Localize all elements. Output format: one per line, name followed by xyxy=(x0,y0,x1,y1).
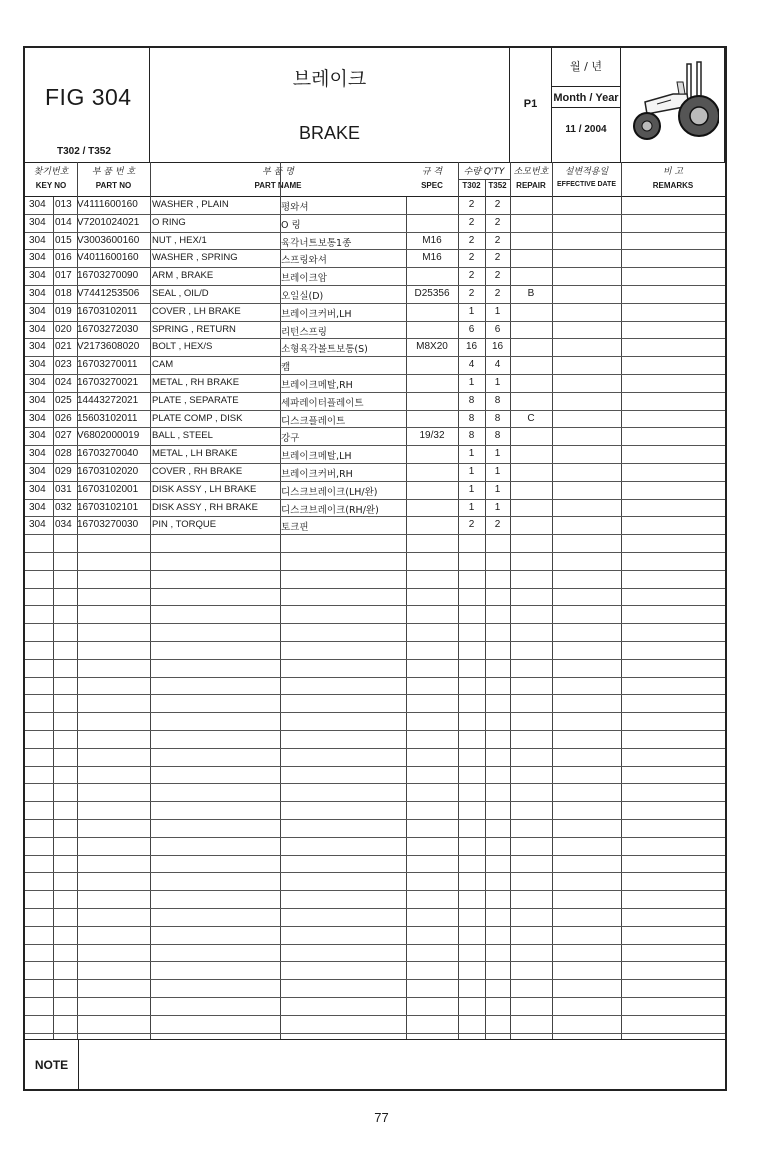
cell-ko: 브레이크커버,RH xyxy=(281,469,353,480)
cell-k1: 304 xyxy=(29,519,46,531)
table-row xyxy=(25,553,725,571)
cell-q1: 1 xyxy=(468,466,475,477)
cell-spec: D25356 xyxy=(414,288,450,299)
cell-q2: 1 xyxy=(494,377,501,388)
table-row xyxy=(25,411,725,429)
cell-k1: 304 xyxy=(29,216,46,228)
cell-spec: 19/32 xyxy=(419,430,445,442)
table-row xyxy=(25,695,725,713)
cell-q2: 8 xyxy=(494,394,501,406)
month-year-english: Month / Year xyxy=(552,86,620,108)
cell-q2: 1 xyxy=(494,466,501,477)
cell-q2: 2 xyxy=(494,199,501,210)
table-row xyxy=(25,428,725,446)
cell-q1: 1 xyxy=(468,305,475,317)
cell-part: 16703102011 xyxy=(77,305,138,317)
cell-q2: 16 xyxy=(491,341,504,353)
cell-q2: 2 xyxy=(494,270,501,282)
cell-k1: 304 xyxy=(29,430,46,442)
table-row xyxy=(25,606,725,624)
col-effective-date xyxy=(552,162,621,196)
cell-q2: 4 xyxy=(494,359,501,371)
cell-k2: 027 xyxy=(55,430,72,442)
table-row xyxy=(25,624,725,642)
cell-name: ARM , BRAKE xyxy=(152,270,214,282)
cell-name: NUT , HEX/1 xyxy=(152,234,207,246)
cell-ko: 강구 xyxy=(281,433,300,445)
cell-k1: 304 xyxy=(29,448,46,460)
cell-ko: 리턴스프링 xyxy=(281,326,327,338)
cell-name: METAL , RH BRAKE xyxy=(152,377,240,388)
cell-q1: 16 xyxy=(465,341,478,353)
table-row xyxy=(25,286,725,304)
cell-q1: 2 xyxy=(468,270,475,282)
table-row xyxy=(25,339,725,357)
table-row xyxy=(25,873,725,891)
cell-k2: 028 xyxy=(55,448,72,460)
cell-ko: 평와셔 xyxy=(281,202,309,213)
table-row xyxy=(25,731,725,749)
page-cell xyxy=(510,48,552,162)
model-label: T302 / T352 xyxy=(57,146,111,157)
cell-part: V4111600160 xyxy=(77,199,138,210)
cell-part: 16703270021 xyxy=(77,377,139,388)
table-row xyxy=(25,962,725,980)
cell-k2: 032 xyxy=(55,501,72,513)
cell-name: PIN , TORQUE xyxy=(152,519,217,531)
tractor-picture-cell xyxy=(621,48,725,162)
cell-ko: 오일실(D) xyxy=(281,291,324,302)
cell-ko: 스프링와셔 xyxy=(281,255,327,267)
cell-q1: 1 xyxy=(468,448,475,460)
col-part-name xyxy=(150,162,406,196)
cell-q1: 4 xyxy=(468,359,475,371)
cell-ko: 브레이크암 xyxy=(281,273,327,285)
cell-part: 16703102020 xyxy=(77,466,139,477)
table-row xyxy=(25,215,725,233)
table-row xyxy=(25,517,725,535)
cell-spec: M8X20 xyxy=(416,341,448,353)
table-row xyxy=(25,678,725,696)
cell-k1: 304 xyxy=(29,199,46,210)
col-key-no xyxy=(25,162,77,196)
table-row xyxy=(25,909,725,927)
col-remarks-en: REMARKS xyxy=(652,181,694,190)
cell-q1: 1 xyxy=(468,483,475,495)
table-row xyxy=(25,464,725,482)
cell-q1: 6 xyxy=(468,323,475,335)
col-qty-ko: 수량 xyxy=(463,167,481,177)
table-row xyxy=(25,589,725,607)
table-row xyxy=(25,820,725,838)
cell-spec: M16 xyxy=(422,234,442,246)
cell-name: DISK ASSY , RH BRAKE xyxy=(152,501,258,513)
col-qty-t352-label: T352 xyxy=(488,181,507,190)
table-row xyxy=(25,802,725,820)
cell-k1: 304 xyxy=(29,288,46,299)
cell-k1: 304 xyxy=(29,377,46,388)
cell-part: V2173608020 xyxy=(77,341,140,353)
table-row xyxy=(25,446,725,464)
table-row xyxy=(25,838,725,856)
cell-q2: 8 xyxy=(494,412,501,424)
page-code: P1 xyxy=(523,98,538,110)
cell-part: 16703270090 xyxy=(77,270,139,282)
cell-name: BALL , STEEL xyxy=(152,430,213,442)
cell-name: COVER , LH BRAKE xyxy=(152,305,241,317)
cell-ko: O 링 xyxy=(281,219,301,231)
cell-k1: 304 xyxy=(29,501,46,513)
cell-k2: 018 xyxy=(55,288,72,299)
cell-q1: 8 xyxy=(468,394,475,406)
cell-k2: 026 xyxy=(55,412,72,424)
cell-ko: 디스크플레이트 xyxy=(281,415,346,427)
table-row xyxy=(25,304,725,322)
cell-k2: 034 xyxy=(55,519,72,531)
col-remarks xyxy=(621,162,725,196)
cell-ko: 디스크브레이크(LH/완) xyxy=(281,486,378,498)
cell-q1: 2 xyxy=(468,288,475,299)
cell-q1: 2 xyxy=(468,252,475,264)
table-row xyxy=(25,535,725,553)
title-english: BRAKE xyxy=(298,123,361,143)
table-row xyxy=(25,891,725,909)
cell-k1: 304 xyxy=(29,394,46,406)
table-row xyxy=(25,749,725,767)
col-remarks-ko: 비 고 xyxy=(662,167,684,177)
table-row xyxy=(25,268,725,286)
col-repair-ko: 소모번호 xyxy=(513,167,549,177)
cell-part: V3003600160 xyxy=(77,234,140,246)
table-row xyxy=(25,642,725,660)
cell-q2: 6 xyxy=(494,323,501,335)
fig-number: FIG 304 xyxy=(45,84,132,110)
cell-name: SEAL , OIL/D xyxy=(152,288,209,299)
cell-k2: 016 xyxy=(55,252,72,264)
cell-q1: 2 xyxy=(468,199,475,210)
tractor-icon xyxy=(627,54,719,142)
cell-name: CAM xyxy=(152,359,174,371)
cell-k1: 304 xyxy=(29,483,46,495)
col-part-no-ko: 부 품 번 호 xyxy=(91,167,136,177)
table-row xyxy=(25,250,725,268)
cell-k2: 023 xyxy=(55,359,72,371)
col-key-no-en: KEY NO xyxy=(35,181,67,190)
cell-k1: 304 xyxy=(29,359,46,371)
cell-q2: 2 xyxy=(494,288,501,299)
title-cell xyxy=(150,48,510,162)
cell-q1: 1 xyxy=(468,377,475,388)
cell-spec: M16 xyxy=(422,252,442,264)
cell-q2: 2 xyxy=(494,252,501,264)
col-part-no-en: PART NO xyxy=(95,181,132,190)
col-spec xyxy=(406,162,458,196)
table-row xyxy=(25,660,725,678)
cell-k1: 304 xyxy=(29,466,46,477)
cell-name: DISK ASSY , LH BRAKE xyxy=(152,483,257,495)
cell-name: COVER , RH BRAKE xyxy=(152,466,243,477)
table-row xyxy=(25,571,725,589)
cell-q2: 1 xyxy=(494,501,501,513)
cell-name: O RING xyxy=(152,216,186,228)
cell-k2: 021 xyxy=(55,341,72,353)
cell-q1: 8 xyxy=(468,412,475,424)
cell-ko: 세파레이터플레이트 xyxy=(281,397,364,409)
col-effective-date-ko: 설변적용일 xyxy=(564,167,609,177)
cell-part: V4011600160 xyxy=(77,252,139,264)
table-row xyxy=(25,500,725,518)
table-row xyxy=(25,322,725,340)
cell-name: WASHER , SPRING xyxy=(152,252,238,264)
cell-q2: 8 xyxy=(494,430,501,442)
cell-k2: 014 xyxy=(55,216,72,228)
col-qty-en: Q'TY xyxy=(483,167,505,177)
table-row xyxy=(25,1016,725,1034)
parts-sheet xyxy=(23,46,727,1091)
cell-k2: 015 xyxy=(55,234,72,246)
cell-part: 16703270011 xyxy=(77,359,138,371)
cell-k2: 031 xyxy=(55,483,72,495)
note-section xyxy=(25,1039,725,1090)
cell-part: 16703102001 xyxy=(77,483,139,495)
cell-name: BOLT , HEX/S xyxy=(152,341,213,353)
table-row xyxy=(25,784,725,802)
col-repair xyxy=(510,162,552,196)
table-row xyxy=(25,998,725,1016)
title-korean: 브레이크 xyxy=(292,68,367,90)
col-spec-ko: 규 격 xyxy=(421,167,443,177)
col-part-name-ko: 부 품 명 xyxy=(262,167,294,177)
table-row xyxy=(25,233,725,251)
cell-ko: 브레이크커버,LH xyxy=(281,308,352,320)
cell-ko: 토크핀 xyxy=(281,522,309,534)
cell-ko: 육각너트보통1종 xyxy=(281,237,352,249)
note-label: NOTE xyxy=(25,1040,79,1090)
table-row xyxy=(25,482,725,500)
cell-q2: 2 xyxy=(494,234,501,246)
sheet-header xyxy=(25,48,725,163)
cell-name: WASHER , PLAIN xyxy=(152,199,229,210)
cell-q1: 1 xyxy=(468,501,475,513)
table-row xyxy=(25,713,725,731)
cell-part: 16703270040 xyxy=(77,448,139,460)
cell-ko: 캠 xyxy=(281,362,291,374)
cell-q2: 1 xyxy=(494,483,501,495)
cell-name: PLATE COMP , DISK xyxy=(152,412,243,424)
cell-k2: 024 xyxy=(55,377,72,388)
cell-part: 16703272030 xyxy=(77,323,139,335)
cell-q2: 2 xyxy=(494,216,501,228)
cell-k1: 304 xyxy=(29,341,46,353)
cell-rep: B xyxy=(527,288,535,299)
cell-k1: 304 xyxy=(29,412,46,424)
table-row xyxy=(25,375,725,393)
column-header xyxy=(25,162,725,197)
cell-k2: 019 xyxy=(55,305,72,317)
cell-q2: 1 xyxy=(494,448,501,460)
cell-ko: 디스크브레이크(RH/완) xyxy=(281,504,379,516)
cell-name: SPRING , RETURN xyxy=(152,323,236,335)
table-row xyxy=(25,856,725,874)
cell-rep: C xyxy=(527,412,535,424)
cell-name: METAL , LH BRAKE xyxy=(152,448,238,460)
cell-q1: 2 xyxy=(468,234,475,246)
col-key-no-ko: 찾기번호 xyxy=(33,167,69,177)
cell-name: PLATE , SEPARATE xyxy=(152,394,239,406)
table-row xyxy=(25,357,725,375)
issue-date: 11 / 2004 xyxy=(565,124,607,135)
cell-ko: 소형육각볼트보통(S) xyxy=(281,344,368,356)
table-row xyxy=(25,980,725,998)
cell-k2: 017 xyxy=(55,270,72,282)
cell-k2: 020 xyxy=(55,323,72,335)
table-row xyxy=(25,927,725,945)
cell-q1: 2 xyxy=(468,519,475,531)
cell-part: V7201024021 xyxy=(77,216,140,228)
col-part-name-en: PART NAME xyxy=(254,181,302,190)
cell-k1: 304 xyxy=(29,270,46,282)
cell-q2: 1 xyxy=(494,305,501,317)
cell-part: 15603102011 xyxy=(77,412,138,424)
cell-k2: 013 xyxy=(55,199,72,210)
col-effective-date-en: EFFECTIVE DATE xyxy=(557,181,616,188)
table-row xyxy=(25,945,725,963)
cell-q1: 2 xyxy=(468,216,475,228)
page-number: 77 xyxy=(374,1110,389,1125)
col-part-no xyxy=(77,162,150,196)
cell-part: 16703102101 xyxy=(77,501,139,513)
cell-q1: 8 xyxy=(468,430,475,442)
cell-q2: 2 xyxy=(494,519,501,531)
cell-k2: 029 xyxy=(55,466,72,477)
cell-ko: 브레이크메탈,RH xyxy=(281,380,353,391)
cell-k1: 304 xyxy=(29,252,46,264)
cell-k1: 304 xyxy=(29,234,46,246)
cell-k1: 304 xyxy=(29,305,46,317)
col-repair-en: REPAIR xyxy=(516,181,546,190)
cell-k2: 025 xyxy=(55,394,72,406)
table-row xyxy=(25,197,725,215)
month-year-korean: 월 / 년 xyxy=(570,60,602,73)
col-spec-en: SPEC xyxy=(421,181,443,190)
fig-cell xyxy=(25,48,150,162)
cell-part: V6802000019 xyxy=(77,430,140,442)
cell-part: 16703270030 xyxy=(77,519,139,531)
col-qty-t302-label: T302 xyxy=(462,181,481,190)
table-row xyxy=(25,393,725,411)
cell-ko: 브레이크메탈,LH xyxy=(281,451,352,463)
cell-k1: 304 xyxy=(29,323,46,335)
qty-divider xyxy=(458,179,510,180)
cell-part: 14443272021 xyxy=(77,394,139,406)
cell-part: V7441253506 xyxy=(77,288,140,299)
month-year-cell xyxy=(552,48,621,162)
table-row xyxy=(25,767,725,785)
